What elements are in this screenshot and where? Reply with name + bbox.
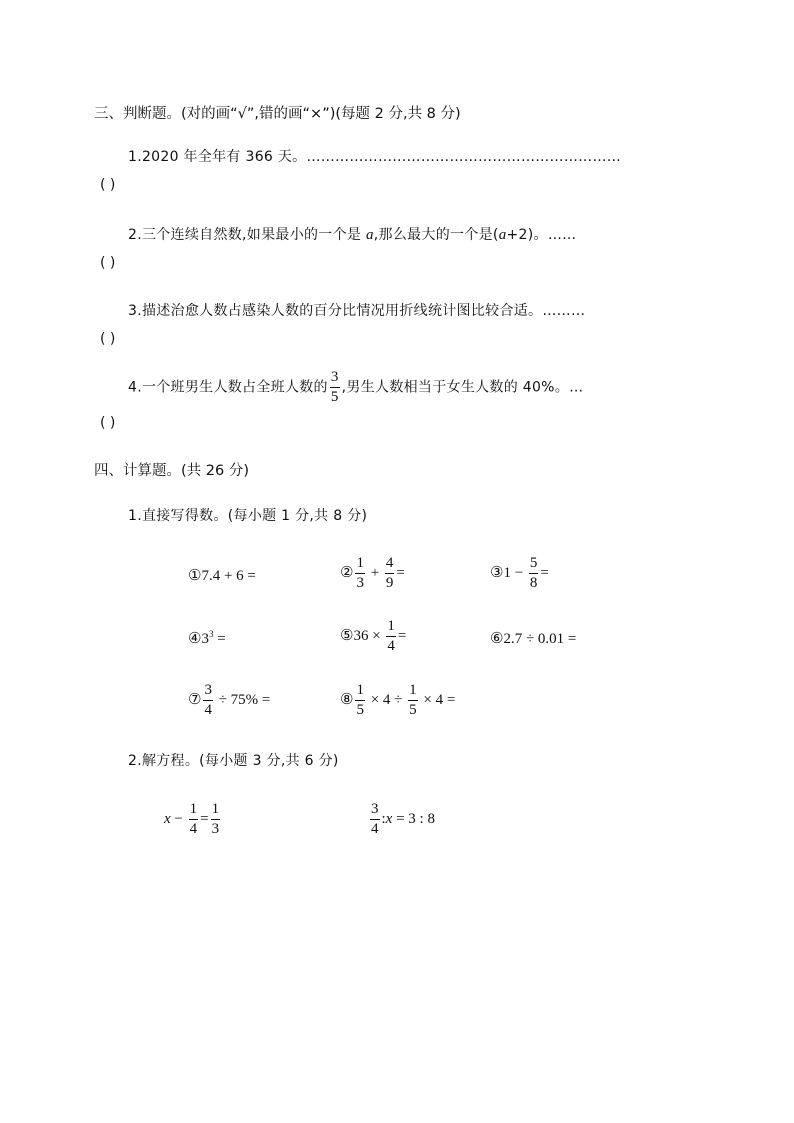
calc-item-1: ①7.4 + 6 =: [188, 566, 256, 584]
calc-item-8: ⑧ $\frac{1}{5}$ × 4 ÷ $\frac{1}{5}$ × 4 =: [340, 682, 456, 718]
calc-item-4: $④3^3$ =: [188, 629, 226, 647]
section-3-title: 三、判断题。(对的画“√”,错的画“×”)(每题 2 分,共 8 分): [94, 106, 461, 122]
judge-item-4-text-b: ,男生人数相当于女生人数的 40%。…: [341, 379, 584, 396]
subsection-1-title: 1.直接写得数。(每小题 1 分,共 8 分): [128, 508, 368, 524]
answer-blank-2[interactable]: ( ): [100, 255, 116, 271]
equation-1: x − $\frac{1}{4}$ = $\frac{1}{3}$: [164, 801, 220, 837]
variable-a: a: [365, 227, 374, 243]
calc-item-7: ⑦ $\frac{3}{4}$ ÷ 75% =: [188, 682, 271, 718]
answer-blank-4[interactable]: ( ): [100, 415, 116, 431]
calc-item-6: ⑥2.7 ÷ 0.01 =: [490, 629, 577, 647]
calc-item-3: ③1 − $\frac{5}{8}$ =: [490, 555, 549, 591]
judge-item-2: [128, 224, 576, 244]
answer-blank-3[interactable]: ( ): [100, 331, 116, 347]
subsection-2-title: 2.解方程。(每小题 3 分,共 6 分): [128, 753, 339, 769]
judge-item-4: [128, 370, 583, 405]
judge-item-2-text-c: +2)。……: [506, 227, 577, 243]
fraction-3-5: $\frac{3}{5}$: [330, 369, 339, 405]
answer-blank-1[interactable]: ( ): [100, 177, 116, 193]
judge-item-2-text-b: ,那么最大的一个是(: [373, 227, 499, 243]
calc-item-2: ② $\frac{1}{3}$ + $\frac{4}{9}$ =: [340, 555, 405, 591]
section-4-title: 四、计算题。(共 26 分): [94, 463, 249, 479]
variable-a-2: a: [498, 227, 507, 243]
judge-item-3: 3.描述治愈人数占感染人数的百分比情况用折线统计图比较合适。………: [128, 303, 586, 319]
judge-item-1: 1.2020 年全年有 366 天。…………………………………………………………: [128, 149, 622, 165]
equation-2: $\frac{3}{4}$ :x = 3 : 8: [371, 801, 435, 837]
calc-item-5: ⑤36 × $\frac{1}{4}$ =: [340, 618, 407, 654]
judge-item-2-text-a: 2.三个连续自然数,如果最小的一个是: [128, 227, 366, 243]
judge-item-4-text-a: 4.一个班男生人数占全班人数的: [128, 379, 328, 396]
